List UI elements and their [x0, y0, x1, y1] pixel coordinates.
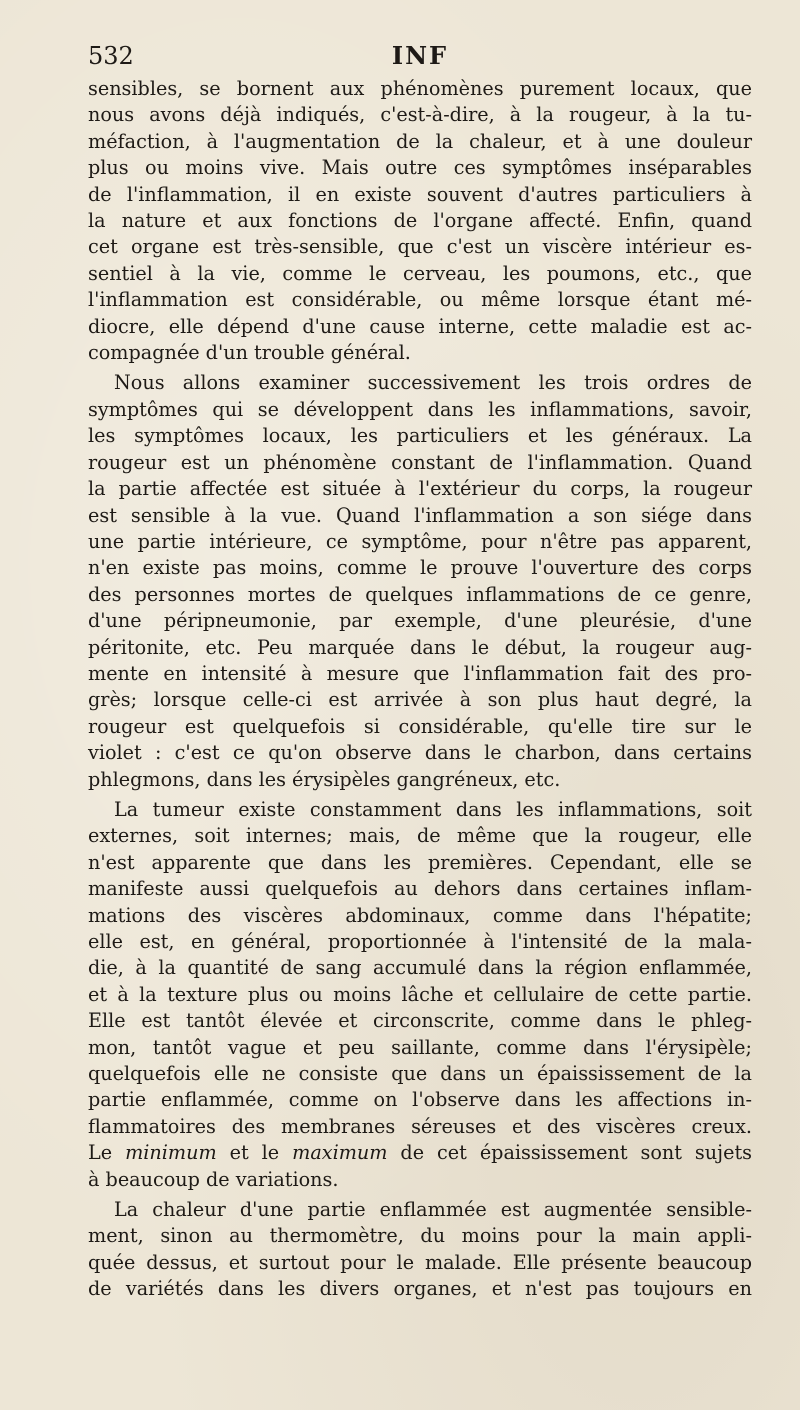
text-line: de variétés dans les divers organes, et n'est pas toujours en	[88, 1277, 752, 1301]
text-line: rougeur est quelquefois si considérable, qu'elle tire sur le	[88, 714, 752, 738]
text-line: violet : c'est ce qu'on observe dans le charbon, dans certains	[88, 741, 752, 765]
paragraph	[88, 797, 752, 1193]
page-header	[88, 36, 752, 76]
text-line: la nature et aux fonctions de l'organe affecté. Enfin, quand	[88, 209, 752, 233]
text-line: La chaleur d'une partie enflammée est augmentée sensible-	[114, 1198, 752, 1222]
text-line: une partie intérieure, ce symptôme, pour n'être pas apparent,	[88, 529, 752, 553]
text-line: n'en existe pas moins, comme le prouve l'ouverture des corps	[88, 556, 752, 580]
text-line: à beaucoup de variations.	[88, 1167, 339, 1191]
text-line: Elle est tantôt élevée et circonscrite, comme dans le phleg-	[88, 1009, 752, 1033]
text-line: phlegmons, dans les érysipèles gangréneux, etc.	[88, 767, 561, 791]
text-line: est sensible à la vue. Quand l'inflammation a son siége dans	[88, 503, 752, 527]
text-line: péritonite, etc. Peu marquée dans le début, la rougeur aug-	[88, 635, 752, 659]
text-line: manifeste aussi quelquefois au dehors dans certaines inflam-	[88, 877, 752, 901]
page-number: 532	[88, 42, 134, 70]
text-line: l'inflammation est considérable, ou même lorsque étant mé-	[88, 288, 752, 312]
running-head: INF	[391, 41, 449, 70]
book-page	[88, 36, 752, 1303]
text-line: mations des viscères abdominaux, comme dans l'hépatite;	[88, 903, 752, 927]
text-line: méfaction, à l'augmentation de la chaleur, et à une douleur	[88, 129, 752, 153]
text-line: diocre, elle dépend d'une cause interne, cette maladie est ac-	[88, 314, 752, 338]
text-line: plus ou moins vive. Mais outre ces symptômes inséparables	[88, 156, 752, 180]
text-line: flammatoires des membranes séreuses et des viscères creux.	[88, 1114, 752, 1138]
text-line: die, à la quantité de sang accumulé dans la région enflammée,	[88, 956, 752, 980]
text-line: compagnée d'un trouble général.	[88, 341, 411, 365]
text-line: mente en intensité à mesure que l'inflammation fait des pro-	[88, 661, 752, 685]
text-line: externes, soit internes; mais, de même que la rougeur, elle	[88, 824, 752, 848]
text-line: d'une péripneumonie, par exemple, d'une pleurésie, d'une	[88, 609, 752, 633]
text-line: nous avons déjà indiqués, c'est-à-dire, à la rougeur, à la tu-	[88, 103, 752, 127]
text-line: elle est, en général, proportionnée à l'intensité de la mala-	[88, 930, 752, 953]
text-line: de l'inflammation, il en existe souvent d'autres particuliers à	[88, 182, 752, 206]
text-line: sentiel à la vie, comme le cerveau, les poumons, etc., que	[88, 261, 752, 285]
text-line: des personnes mortes de quelques inflammations de ce genre,	[88, 582, 752, 606]
text-line: et à la texture plus ou moins lâche et cellulaire de cette partie.	[88, 982, 752, 1006]
body-text	[88, 76, 752, 1303]
text-line: grès; lorsque celle-ci est arrivée à son plus haut degré, la	[88, 688, 752, 712]
text-line: cet organe est très-sensible, que c'est un viscère intérieur es-	[88, 235, 752, 259]
italic-word: minimum	[125, 1141, 217, 1165]
text-line: partie enflammée, comme on l'observe dans les affections in-	[88, 1088, 752, 1112]
text-line: quelquefois elle ne consiste que dans un épaississement de la	[88, 1062, 752, 1086]
text-line: n'est apparente que dans les premières. Cependant, elle se	[88, 850, 752, 874]
text-line: La tumeur existe constamment dans les inflammations, soit	[114, 797, 752, 821]
text-line: symptômes qui se développent dans les inflammations, savoir,	[88, 397, 752, 421]
text-line: Nous allons examiner successivement les trois ordres de	[114, 371, 752, 395]
italic-word: maximum	[292, 1141, 388, 1165]
text-line: mon, tantôt vague et peu saillante, comme dans l'érysipèle;	[88, 1035, 752, 1059]
text-line-italics: Le minimum et le maximum de cet épaississement sont sujets	[88, 1141, 752, 1165]
text-line: sensibles, se bornent aux phénomènes purement locaux, que	[88, 77, 752, 100]
paragraph	[88, 370, 752, 793]
paragraph	[88, 1197, 752, 1303]
text-line: ment, sinon au thermomètre, du moins pour la main appli-	[88, 1224, 752, 1248]
text-line: les symptômes locaux, les particuliers et les généraux. La	[88, 424, 752, 448]
text-line: la partie affectée est située à l'extérieur du corps, la rougeur	[88, 477, 752, 501]
text-line: rougeur est un phénomène constant de l'inflammation. Quand	[88, 450, 752, 474]
text-line: quée dessus, et surtout pour le malade. Elle présente beaucoup	[88, 1250, 752, 1274]
paragraph	[88, 76, 752, 366]
